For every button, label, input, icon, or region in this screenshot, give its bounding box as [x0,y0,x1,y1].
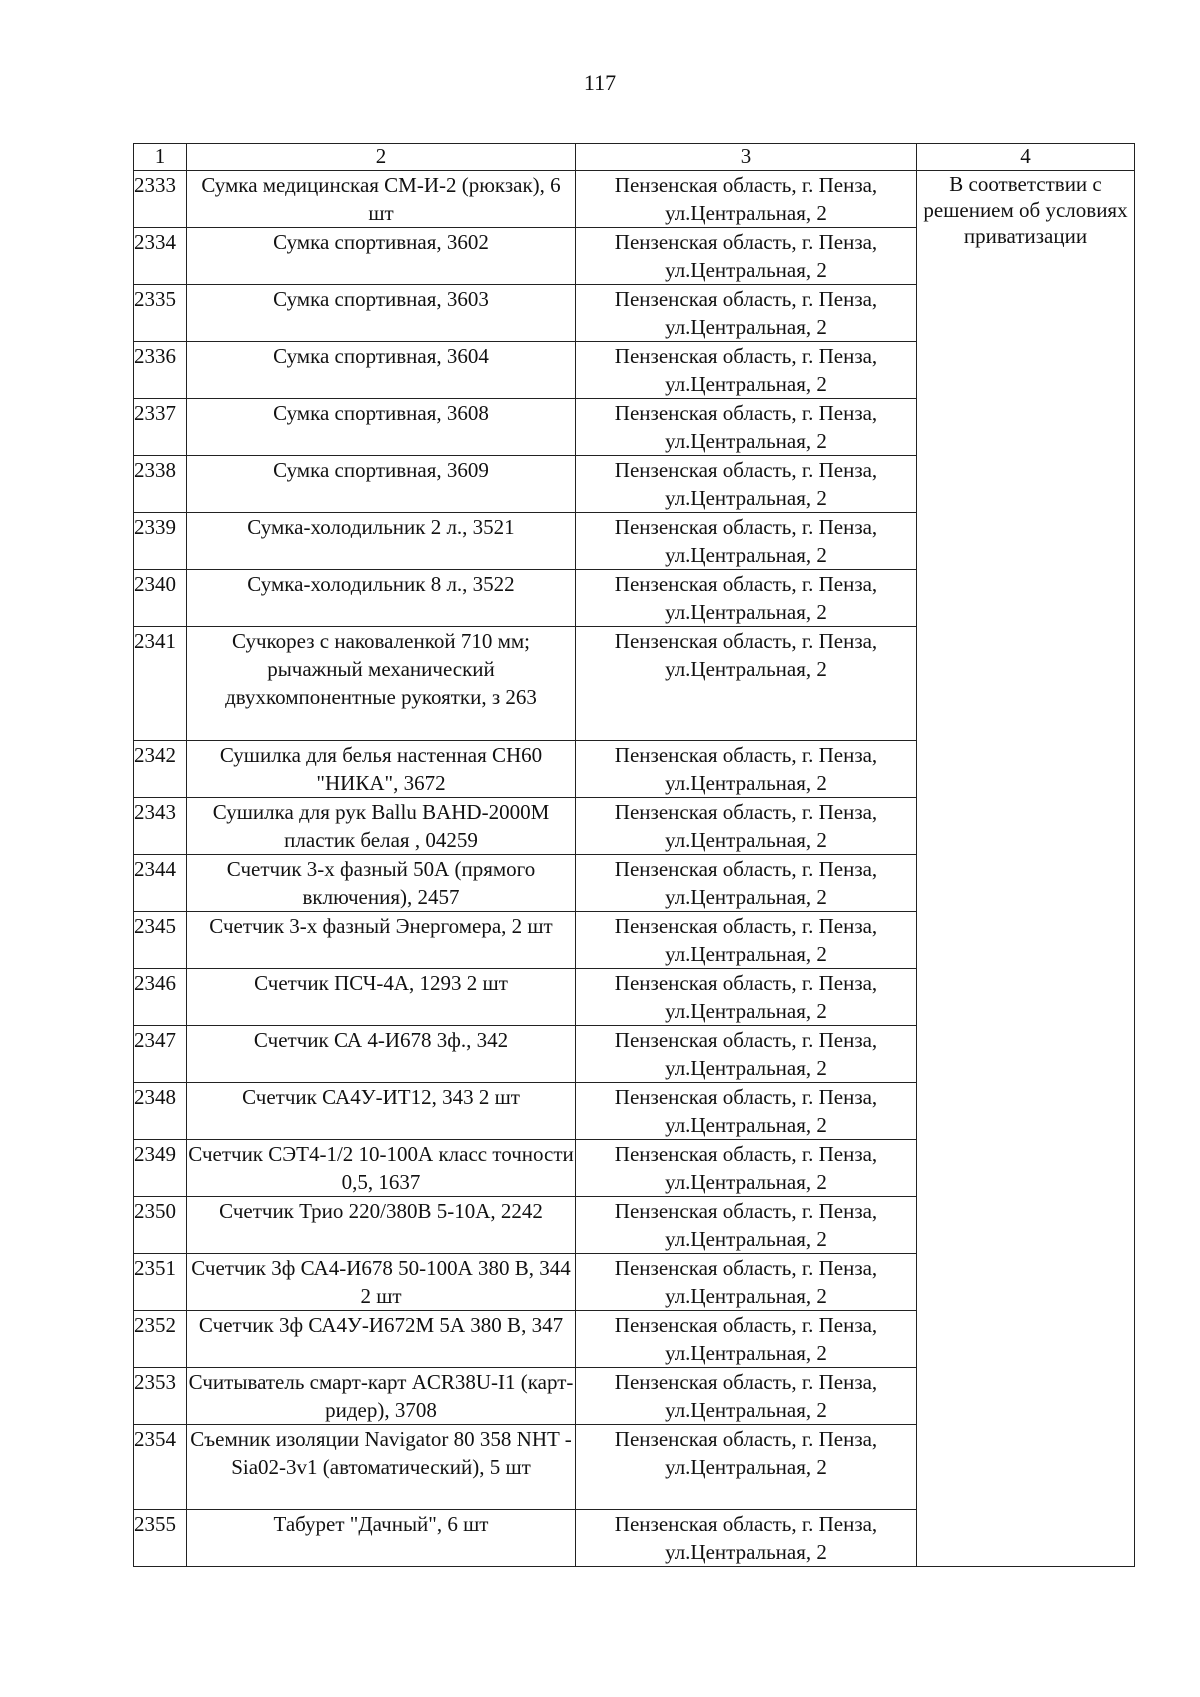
row-number: 2336 [134,342,187,399]
item-address: Пензенская область, г. Пенза, ул.Центральная, 2 [576,456,917,513]
column-header-4: 4 [917,144,1135,171]
item-name: Сумка медицинская СМ-И-2 (рюкзак), 6 шт [187,171,576,228]
row-number: 2341 [134,627,187,741]
item-name: Сушилка для белья настенная СН60 "НИКА", 3672 [187,741,576,798]
row-number: 2338 [134,456,187,513]
item-name: Счетчик 3ф СА4У-И672М 5А 380 В, 347 [187,1311,576,1368]
privatization-condition: В соответствии с решением об условиях приватизации [917,171,1135,1567]
item-address: Пензенская область, г. Пенза, ул.Центральная, 2 [576,627,917,741]
item-name: Сучкорез с наковаленкой 710 мм; рычажный механический двухкомпонентные рукоятки, з 263 [187,627,576,741]
item-name: Счетчик 3-х фазный Энергомера, 2 шт [187,912,576,969]
item-name: Счетчик ПСЧ-4А, 1293 2 шт [187,969,576,1026]
row-number: 2335 [134,285,187,342]
item-name: Считыватель смарт-карт ACR38U-I1 (карт-ридер), 3708 [187,1368,576,1425]
item-address: Пензенская область, г. Пенза, ул.Центральная, 2 [576,285,917,342]
item-name: Счетчик 3ф СА4-И678 50-100А 380 В, 344 2 шт [187,1254,576,1311]
row-number: 2352 [134,1311,187,1368]
row-number: 2333 [134,171,187,228]
item-name: Сумка спортивная, 3602 [187,228,576,285]
item-name: Счетчик СЭТ4-1/2 10-100А класс точности 0,5, 1637 [187,1140,576,1197]
item-address: Пензенская область, г. Пенза, ул.Центральная, 2 [576,1311,917,1368]
table-row [134,171,1135,228]
column-header-3: 3 [576,144,917,171]
item-address: Пензенская область, г. Пенза, ул.Центральная, 2 [576,399,917,456]
row-number: 2346 [134,969,187,1026]
item-address: Пензенская область, г. Пенза, ул.Центральная, 2 [576,1140,917,1197]
item-name: Счетчик СА 4-И678 3ф., 342 [187,1026,576,1083]
item-address: Пензенская область, г. Пенза, ул.Центральная, 2 [576,228,917,285]
item-name: Счетчик Трио 220/380В 5-10А, 2242 [187,1197,576,1254]
row-number: 2353 [134,1368,187,1425]
row-number: 2334 [134,228,187,285]
item-name: Сумка-холодильник 2 л., 3521 [187,513,576,570]
row-number: 2337 [134,399,187,456]
row-number: 2354 [134,1425,187,1510]
row-number: 2345 [134,912,187,969]
row-number: 2340 [134,570,187,627]
item-address: Пензенская область, г. Пенза, ул.Центральная, 2 [576,171,917,228]
header-row [134,144,1135,171]
row-number: 2348 [134,1083,187,1140]
item-name: Сумка-холодильник 8 л., 3522 [187,570,576,627]
item-name: Съемник изоляции Navigator 80 358 NHT - Sia02-3v1 (автоматический), 5 шт [187,1425,576,1510]
item-address: Пензенская область, г. Пенза, ул.Центральная, 2 [576,969,917,1026]
item-address: Пензенская область, г. Пенза, ул.Центральная, 2 [576,1083,917,1140]
column-header-2: 2 [187,144,576,171]
row-number: 2339 [134,513,187,570]
item-address: Пензенская область, г. Пенза, ул.Центральная, 2 [576,1254,917,1311]
item-address: Пензенская область, г. Пенза, ул.Центральная, 2 [576,1026,917,1083]
item-name: Табурет "Дачный", 6 шт [187,1510,576,1567]
row-number: 2350 [134,1197,187,1254]
row-number: 2344 [134,855,187,912]
item-name: Сумка спортивная, 3608 [187,399,576,456]
item-address: Пензенская область, г. Пенза, ул.Центральная, 2 [576,1197,917,1254]
item-address: Пензенская область, г. Пенза, ул.Центральная, 2 [576,1368,917,1425]
item-address: Пензенская область, г. Пенза, ул.Центральная, 2 [576,342,917,399]
column-header-1: 1 [134,144,187,171]
item-address: Пензенская область, г. Пенза, ул.Центральная, 2 [576,513,917,570]
item-address: Пензенская область, г. Пенза, ул.Центральная, 2 [576,741,917,798]
item-name: Сумка спортивная, 3609 [187,456,576,513]
item-name: Сумка спортивная, 3603 [187,285,576,342]
item-name: Сумка спортивная, 3604 [187,342,576,399]
item-address: Пензенская область, г. Пенза, ул.Центральная, 2 [576,912,917,969]
item-name: Счетчик СА4У-ИТ12, 343 2 шт [187,1083,576,1140]
item-address: Пензенская область, г. Пенза, ул.Центральная, 2 [576,855,917,912]
row-number: 2342 [134,741,187,798]
row-number: 2349 [134,1140,187,1197]
item-address: Пензенская область, г. Пенза, ул.Центральная, 2 [576,1510,917,1567]
row-number: 2347 [134,1026,187,1083]
row-number: 2343 [134,798,187,855]
row-number: 2355 [134,1510,187,1567]
item-address: Пензенская область, г. Пенза, ул.Центральная, 2 [576,570,917,627]
item-name: Сушилка для рук Ballu BAHD-2000M пластик белая , 04259 [187,798,576,855]
page-number: 117 [583,70,617,95]
item-name: Счетчик 3-х фазный 50А (прямого включения), 2457 [187,855,576,912]
row-number: 2351 [134,1254,187,1311]
property-table [133,143,1135,1567]
item-address: Пензенская область, г. Пенза, ул.Центральная, 2 [576,1425,917,1510]
item-address: Пензенская область, г. Пенза, ул.Центральная, 2 [576,798,917,855]
